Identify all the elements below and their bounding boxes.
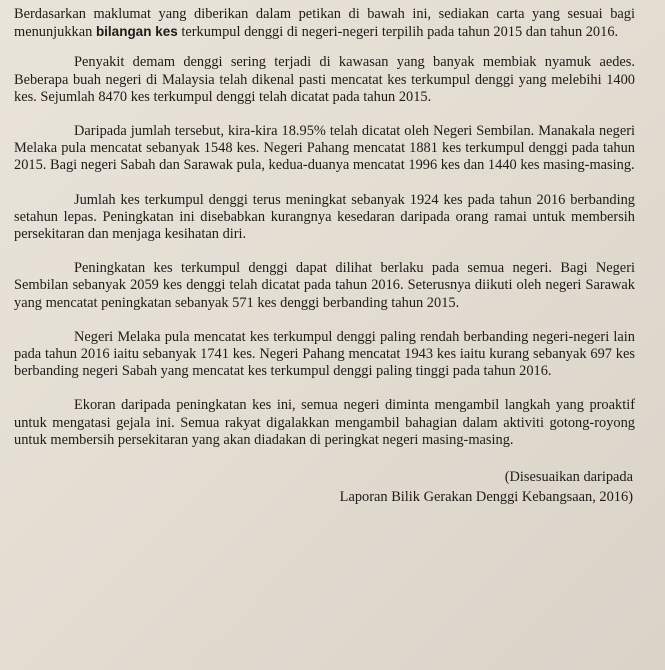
paragraph-6: Ekoran daripada peningkatan kes ini, semua negeri diminta mengambil langkah yang proaktif untuk mengatasi gejala ini. Semua rakyat digalakkan mengambil bahagian dalam aktiviti gotong-royong untuk membersih persekitaran yang akan diadakan di peringkat negeri masing-masing.	[14, 397, 635, 448]
paragraph-2: Daripada jumlah tersebut, kira-kira 18.95% telah dicatat oleh Negeri Sembilan. Manakala negeri Melaka pula mencatat sebanyak 1548 kes. Negeri Pahang mencatat 1881 kes terkumpul denggi pada tahun 2015. Bagi negeri Sabah dan Sarawak pula, kedua-duanya mencatat 1996 kes dan 1440 kes masing-masing.	[14, 123, 635, 174]
source-citation	[14, 469, 635, 506]
source-citation-line-1: (Disesuaikan daripada	[504, 469, 633, 486]
source-citation-line-2: Laporan Bilik Gerakan Denggi Kebangsaan, 2016)	[339, 489, 633, 506]
instruction-emphasis: bilangan kes	[95, 24, 178, 40]
paragraph-3: Jumlah kes terkumpul denggi terus meningkat sebanyak 1924 kes pada tahun 2016 berbanding setahun lepas. Peningkatan ini disebabkan kurangnya kesedaran daripada orang ramai untuk membersih persekitaran dan menjaga kesihatan diri.	[14, 191, 635, 243]
instruction-text-end: terkumpul denggi di negeri-negeri terpilih pada tahun 2015 dan tahun 2016.	[177, 24, 619, 41]
paragraph-1: Penyakit demam denggi sering terjadi di kawasan yang banyak membiak nyamuk aedes. Beberapa buah negeri di Malaysia telah dikenal pasti mencatat kes terkumpul denggi yang melebihi 1400 kes. Sejumlah 8470 kes terkumpul denggi telah dicatat pada tahun 2015.	[14, 54, 635, 105]
paragraph-4: Peningkatan kes terkumpul denggi dapat dilihat berlaku pada semua negeri. Bagi Negeri Sembilan sebanyak 2059 kes denggi telah dicatat pada tahun 2016. Seterusnya diikuti oleh negeri Sarawak yang mencatat peningkatan sebanyak 571 kes denggi berbanding tahun 2015.	[14, 260, 635, 311]
question-instruction	[14, 6, 635, 41]
paragraph-5: Negeri Melaka pula mencatat kes terkumpul denggi paling rendah berbanding negeri-negeri lain pada tahun 2016 iaitu sebanyak 1741 kes. Negeri Pahang mencatat 1943 kes iaitu kurang sebanyak 697 kes berbanding negeri Sabah yang mencatat kes terkumpul denggi paling tinggi pada tahun 2016.	[14, 328, 635, 380]
instruction-text-start: Berdasarkan maklumat yang diberikan dalam petikan di bawah ini, sediakan carta yang sesuai bagi menunjukkan	[14, 6, 635, 41]
